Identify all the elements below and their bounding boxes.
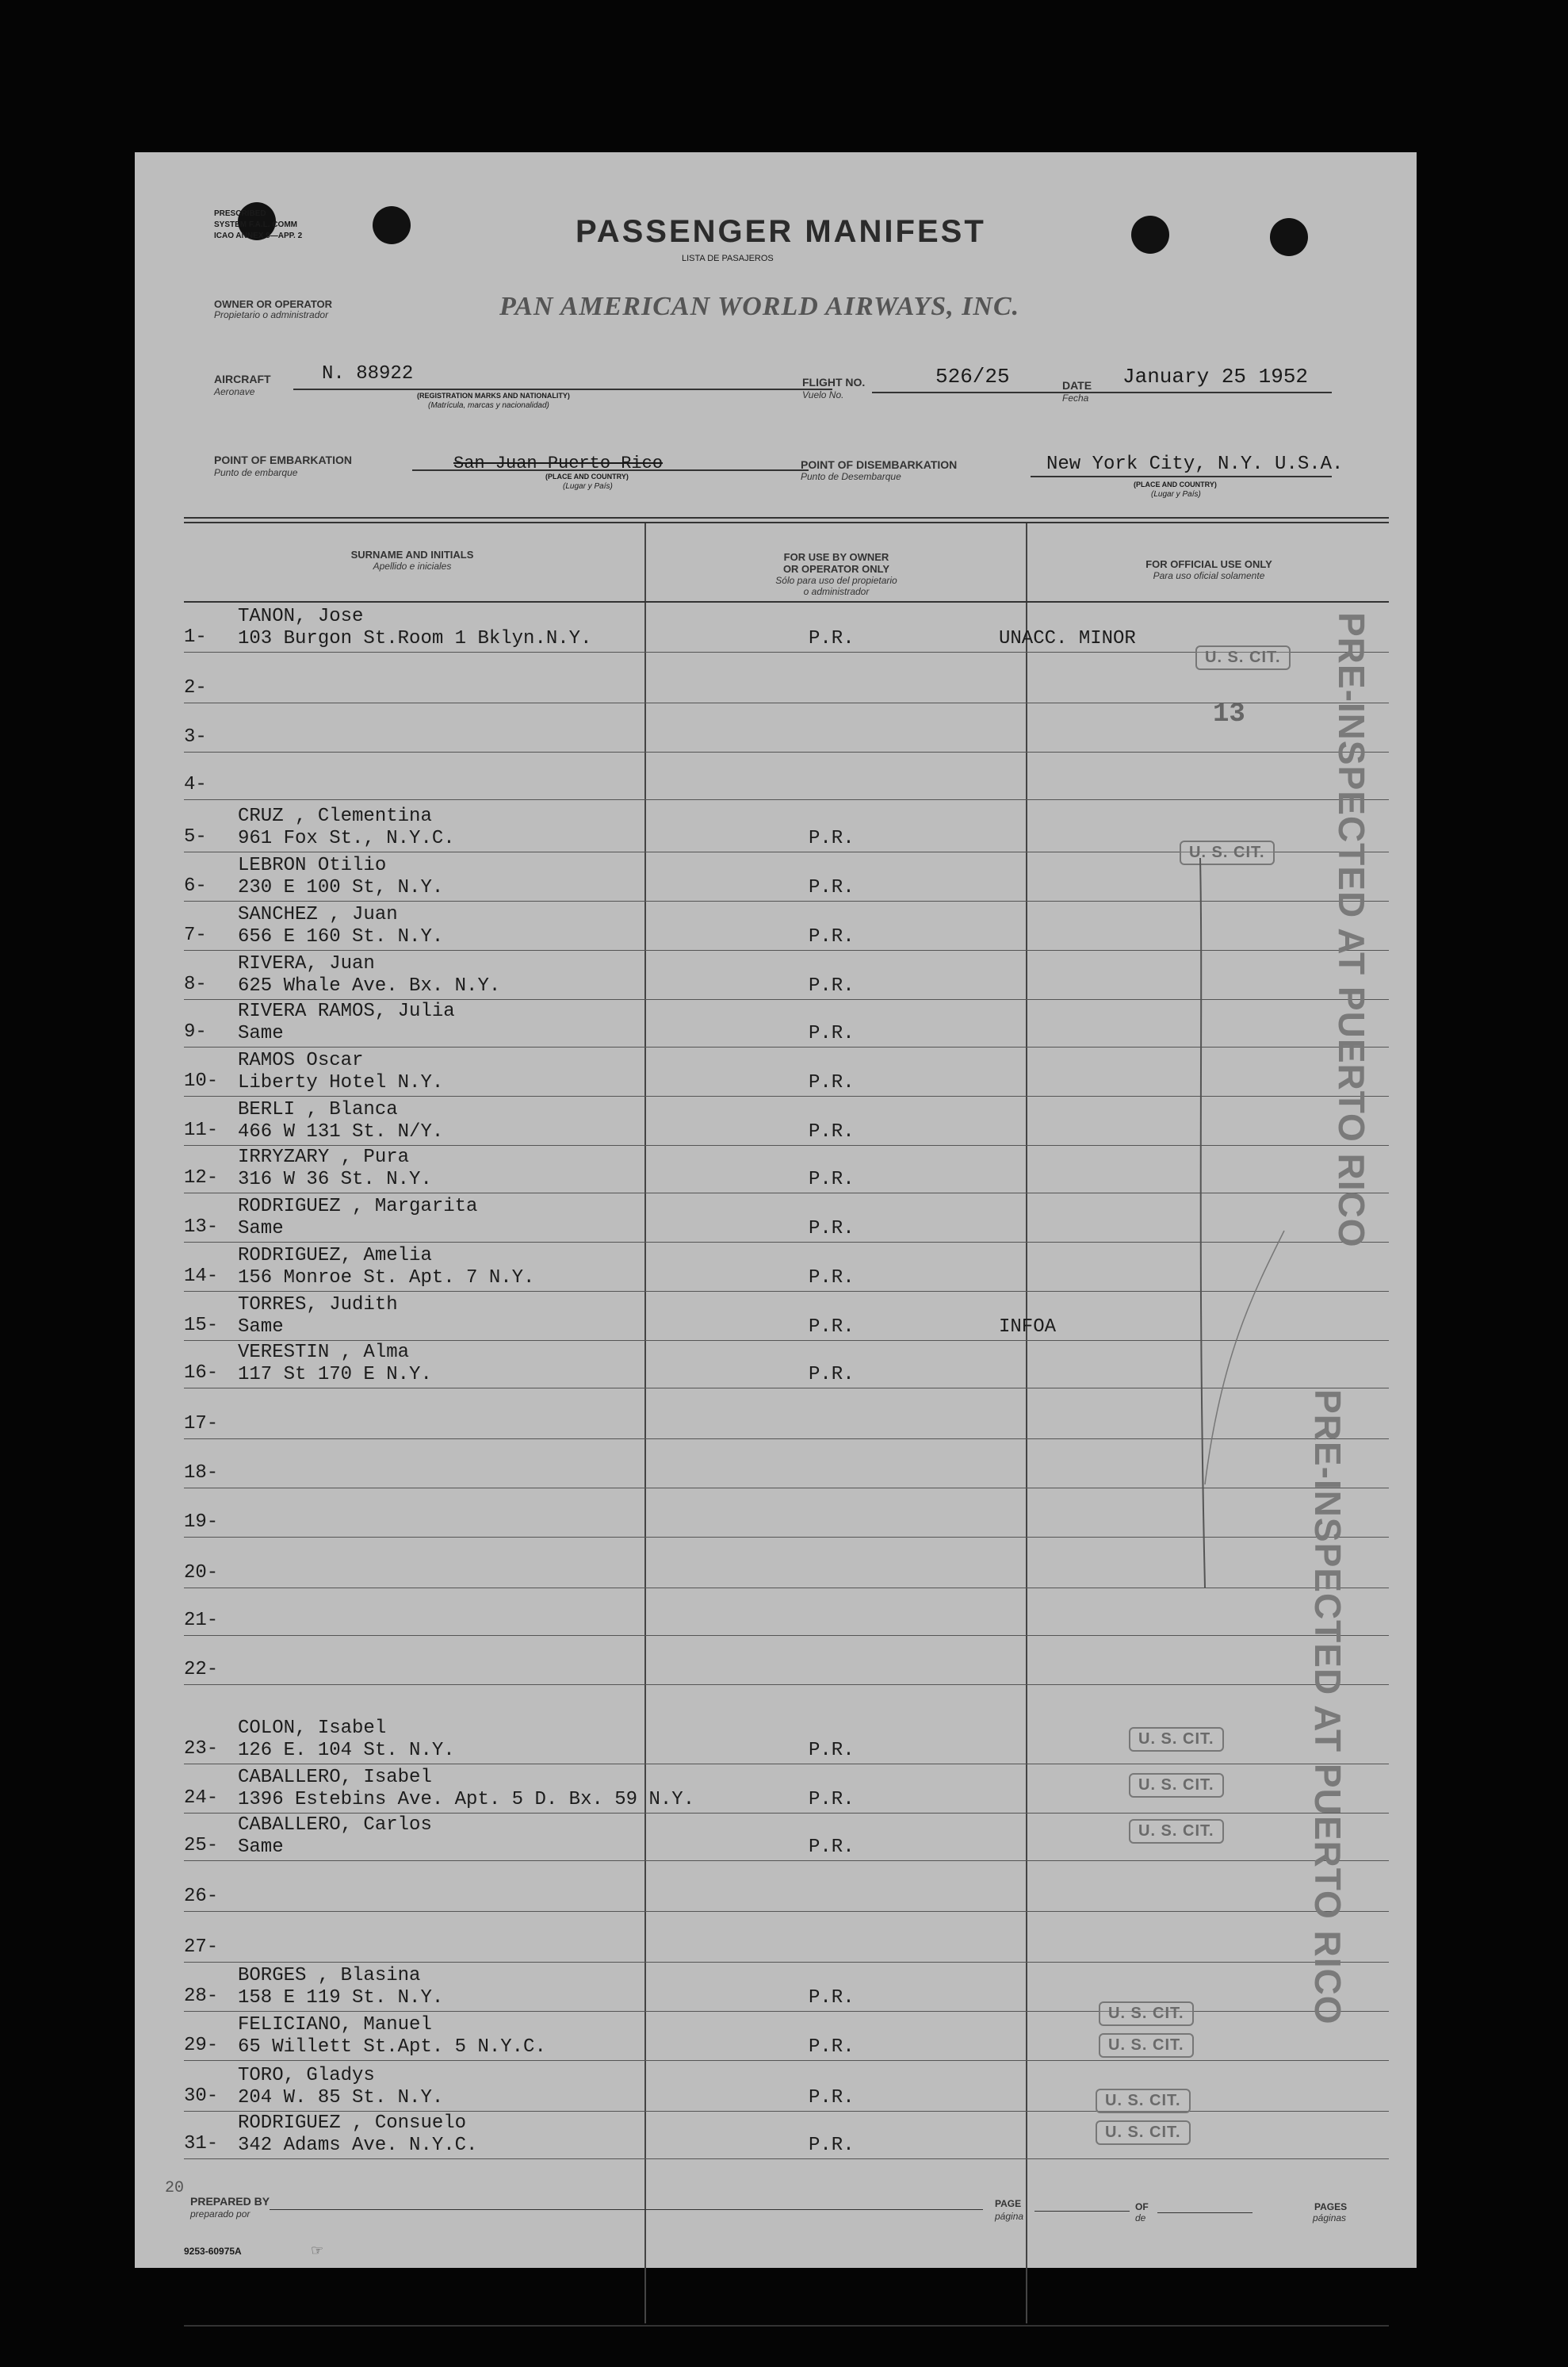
owner-use-code: P.R. xyxy=(809,1218,855,1239)
passenger-name: COLON, Isabel xyxy=(238,1718,387,1739)
column-header-owner xyxy=(650,539,1023,609)
manifest-form xyxy=(135,152,1417,2268)
aircraft-label: AIRCRAFT xyxy=(214,373,271,385)
punch-hole-icon xyxy=(1131,216,1169,254)
table-row xyxy=(135,1863,1417,1913)
column-header-owner-en: FOR USE BY OWNER OR OPERATOR ONLY xyxy=(782,551,890,575)
passenger-name: SANCHEZ , Juan xyxy=(238,904,398,925)
row-rule xyxy=(184,1962,1389,1963)
owner-use-code: P.R. xyxy=(809,2087,855,2108)
us-cit-stamp: U. S. CIT. xyxy=(1180,841,1275,865)
table-row xyxy=(135,1914,1417,1963)
column-header-official xyxy=(1031,558,1387,581)
page-underline xyxy=(1034,2211,1130,2212)
margin-mark: 20 xyxy=(165,2179,185,2197)
form-number: 9253-60975A xyxy=(184,2246,242,2257)
official-note: INFOA xyxy=(999,1316,1057,1338)
us-cit-stamp: U. S. CIT. xyxy=(1096,2089,1191,2113)
column-header-name xyxy=(190,549,634,572)
owner-label: OWNER OR OPERATOR xyxy=(214,298,333,310)
pencil-mark-icon xyxy=(1165,850,1292,1603)
date-value: January 25 1952 xyxy=(1122,365,1309,389)
owner-use-code: P.R. xyxy=(809,1169,855,1190)
row-number: 20- xyxy=(184,1562,219,1584)
passenger-address: Same xyxy=(238,1316,284,1338)
passenger-name: RAMOS Oscar xyxy=(238,1050,364,1071)
handwritten-count: 13 xyxy=(1213,699,1245,730)
passenger-address: 126 E. 104 St. N.Y. xyxy=(238,1740,455,1761)
passenger-name: BORGES , Blasina xyxy=(238,1965,421,1986)
aircraft-label-es: Aeronave xyxy=(214,386,255,397)
passenger-name: CABALLERO, Isabel xyxy=(238,1767,432,1788)
table-row xyxy=(135,1716,1417,1765)
passenger-address: 230 E 100 St, N.Y. xyxy=(238,877,444,898)
table-row xyxy=(135,1813,1417,1862)
passenger-address: Same xyxy=(238,1023,284,1044)
passenger-address: Same xyxy=(238,1218,284,1239)
table-row xyxy=(135,1637,1417,1686)
row-number: 12- xyxy=(184,1167,219,1189)
passenger-name: CABALLERO, Carlos xyxy=(238,1814,432,1836)
owner-label-es: Propietario o administrador xyxy=(214,309,329,320)
pre-inspected-stamp: PRE-INSPECTED AT PUERTO RICO xyxy=(1307,1389,1348,2025)
row-number: 23- xyxy=(184,1738,219,1760)
embarkation-value: San Juan Puerto Rico xyxy=(453,454,664,473)
passenger-name: FELICIANO, Manuel xyxy=(238,2014,432,2036)
prepared-underline xyxy=(270,2209,983,2210)
row-number: 6- xyxy=(184,875,207,897)
table-row xyxy=(135,2013,1417,2062)
disembarkation-label: POINT OF DISEMBARKATION xyxy=(801,458,958,471)
passenger-name: TORRES, Judith xyxy=(238,1294,398,1316)
passenger-address: 204 W. 85 St. N.Y. xyxy=(238,2087,444,2108)
owner-use-code: P.R. xyxy=(809,1789,855,1810)
passenger-address: 342 Adams Ave. N.Y.C. xyxy=(238,2135,478,2156)
embarkation-label-es: Punto de embarque xyxy=(214,467,298,478)
column-header-name-es: Apellido e iniciales xyxy=(373,561,452,572)
owner-use-code: P.R. xyxy=(809,1740,855,1761)
row-rule xyxy=(184,2011,1389,2012)
table-row xyxy=(135,2063,1417,2112)
row-number: 17- xyxy=(184,1413,219,1434)
us-cit-stamp: U. S. CIT. xyxy=(1129,1773,1224,1798)
owner-use-code: P.R. xyxy=(809,1072,855,1093)
row-number: 7- xyxy=(184,925,207,946)
owner-use-code: P.R. xyxy=(809,628,855,649)
passenger-address: 316 W 36 St. N.Y. xyxy=(238,1169,432,1190)
passenger-address: 1396 Estebins Ave. Apt. 5 D. Bx. 59 N.Y. xyxy=(238,1789,695,1810)
passenger-name: CRUZ , Clementina xyxy=(238,806,432,827)
owner-use-code: P.R. xyxy=(809,2036,855,2058)
embarkation-place-note-es: (Lugar y País) xyxy=(563,482,613,491)
page-label: PAGE xyxy=(995,2198,1022,2209)
passenger-name: TORO, Gladys xyxy=(238,2065,375,2086)
passenger-name: LEBRON Otilio xyxy=(238,855,387,876)
disembarkation-label-es: Punto de Desembarque xyxy=(801,471,901,482)
row-number: 13- xyxy=(184,1216,219,1238)
aircraft-value: N. 88922 xyxy=(322,363,414,385)
passenger-name: BERLI , Blanca xyxy=(238,1099,398,1120)
page-title: PASSENGER MANIFEST xyxy=(576,214,986,249)
prescribed-line-2: SYSTEM F.A.L. COMM xyxy=(214,220,297,229)
date-label: DATE xyxy=(1062,379,1092,392)
disembarkation-underline xyxy=(1031,476,1332,477)
table-row xyxy=(135,1963,1417,2013)
table-row xyxy=(135,1765,1417,1814)
row-number: 3- xyxy=(184,726,207,748)
owner-use-code: P.R. xyxy=(809,1316,855,1338)
disembarkation-place-note-es: (Lugar y País) xyxy=(1151,490,1201,499)
embarkation-place-note: (PLACE AND COUNTRY) xyxy=(545,473,629,481)
row-number: 11- xyxy=(184,1120,219,1141)
aircraft-note-es: (Matrícula, marcas y nacionalidad) xyxy=(428,401,549,410)
us-cit-stamp: U. S. CIT. xyxy=(1129,1819,1224,1844)
row-number: 14- xyxy=(184,1266,219,1287)
owner-use-code: P.R. xyxy=(809,926,855,948)
of-underline xyxy=(1157,2212,1252,2213)
passenger-address: Liberty Hotel N.Y. xyxy=(238,1072,444,1093)
row-number: 1- xyxy=(184,626,207,648)
us-cit-stamp: U. S. CIT. xyxy=(1096,2120,1191,2145)
of-label-es: de xyxy=(1135,2212,1146,2223)
row-number: 21- xyxy=(184,1610,219,1631)
row-rule xyxy=(184,2158,1389,2159)
passenger-address: 156 Monroe St. Apt. 7 N.Y. xyxy=(238,1267,535,1289)
prescribed-line-1: PRESCRIBED xyxy=(214,209,266,218)
row-number: 10- xyxy=(184,1071,219,1092)
row-number: 30- xyxy=(184,2085,219,2107)
passenger-name: RODRIGUEZ , Consuelo xyxy=(238,2112,467,2134)
row-rule xyxy=(184,2060,1389,2061)
passenger-address: 656 E 160 St. N.Y. xyxy=(238,926,444,948)
column-header-official-en: FOR OFFICIAL USE ONLY xyxy=(1145,558,1272,570)
column-header-official-es: Para uso oficial solamente xyxy=(1153,570,1265,581)
row-number: 5- xyxy=(184,826,207,848)
date-label-es: Fecha xyxy=(1062,393,1089,404)
disembarkation-place-note: (PLACE AND COUNTRY) xyxy=(1134,481,1217,488)
row-number: 19- xyxy=(184,1511,219,1533)
row-number: 25- xyxy=(184,1835,219,1856)
embarkation-label: POINT OF EMBARKATION xyxy=(214,454,352,466)
prepared-label-es: preparado por xyxy=(190,2208,250,2220)
us-cit-stamp: U. S. CIT. xyxy=(1129,1727,1224,1752)
punch-hole-icon xyxy=(1270,218,1308,256)
aircraft-underline xyxy=(293,389,832,390)
row-rule xyxy=(184,1911,1389,1912)
owner-use-code: P.R. xyxy=(809,1267,855,1289)
owner-use-code: P.R. xyxy=(809,828,855,849)
passenger-address: 65 Willett St.Apt. 5 N.Y.C. xyxy=(238,2036,546,2058)
official-note: UNACC. MINOR xyxy=(999,628,1136,649)
row-number: 31- xyxy=(184,2133,219,2154)
row-number: 26- xyxy=(184,1886,219,1907)
passenger-address: 625 Whale Ave. Bx. N.Y. xyxy=(238,975,501,997)
passenger-address: 961 Fox St., N.Y.C. xyxy=(238,828,455,849)
us-cit-stamp: U. S. CIT. xyxy=(1195,645,1291,670)
row-number: 27- xyxy=(184,1936,219,1958)
row-rule xyxy=(184,1635,1389,1636)
flight-label: FLIGHT NO. xyxy=(802,376,866,389)
punch-hole-icon xyxy=(373,206,411,244)
pages-label-es: páginas xyxy=(1313,2212,1347,2223)
passenger-address: 117 St 170 E N.Y. xyxy=(238,1364,432,1385)
row-number: 29- xyxy=(184,2035,219,2056)
passenger-address: 466 W 131 St. N/Y. xyxy=(238,1121,444,1143)
us-cit-stamp: U. S. CIT. xyxy=(1099,2033,1194,2058)
passenger-name: RIVERA, Juan xyxy=(238,953,375,975)
row-number: 18- xyxy=(184,1462,219,1484)
row-number: 4- xyxy=(184,774,207,795)
flight-underline xyxy=(872,392,1332,393)
passenger-name: RODRIGUEZ , Margarita xyxy=(238,1196,478,1217)
row-rule xyxy=(184,1860,1389,1861)
column-header-name-en: SURNAME AND INITIALS xyxy=(350,549,474,561)
flight-value: 526/25 xyxy=(935,365,1010,389)
passenger-address: Same xyxy=(238,1837,284,1858)
page-label-es: página xyxy=(995,2211,1024,2222)
passenger-address: 158 E 119 St. N.Y. xyxy=(238,1987,444,2009)
owner-value: PAN AMERICAN WORLD AIRWAYS, INC. xyxy=(499,292,1020,321)
footer-rule xyxy=(184,2325,1389,2327)
row-number: 22- xyxy=(184,1659,219,1680)
column-header-owner-es: Sólo para uso del propietario o administrador xyxy=(775,575,897,597)
row-number: 9- xyxy=(184,1021,207,1043)
passenger-name: RIVERA RAMOS, Julia xyxy=(238,1001,455,1022)
row-number: 28- xyxy=(184,1986,219,2007)
owner-use-code: P.R. xyxy=(809,1121,855,1143)
row-rule xyxy=(184,799,1389,800)
aircraft-note: (REGISTRATION MARKS AND NATIONALITY) xyxy=(417,392,570,400)
table-row xyxy=(135,2111,1417,2160)
passenger-name: VERESTIN , Alma xyxy=(238,1342,410,1363)
disembarkation-value: New York City, N.Y. U.S.A. xyxy=(1046,454,1344,475)
owner-use-code: P.R. xyxy=(809,1987,855,2009)
page-subtitle: LISTA DE PASAJEROS xyxy=(682,254,774,263)
pre-inspected-stamp: PRE-INSPECTED AT PUERTO RICO xyxy=(1331,612,1372,1248)
owner-use-code: P.R. xyxy=(809,877,855,898)
flight-label-es: Vuelo No. xyxy=(802,389,844,400)
owner-use-code: P.R. xyxy=(809,2135,855,2156)
table-row xyxy=(135,752,1417,801)
us-cit-stamp: U. S. CIT. xyxy=(1099,2001,1194,2026)
printer-mark-icon: ☞ xyxy=(311,2243,324,2258)
row-number: 16- xyxy=(184,1362,219,1384)
prepared-label: PREPARED BY xyxy=(190,2195,270,2208)
of-label: OF xyxy=(1135,2201,1149,2212)
row-number: 24- xyxy=(184,1787,219,1809)
row-number: 2- xyxy=(184,677,207,699)
owner-use-code: P.R. xyxy=(809,1837,855,1858)
passenger-name: IRRYZARY , Pura xyxy=(238,1147,410,1168)
owner-use-code: P.R. xyxy=(809,1023,855,1044)
row-rule xyxy=(184,1684,1389,1685)
owner-use-code: P.R. xyxy=(809,1364,855,1385)
table-top-rule xyxy=(184,517,1389,519)
prescribed-line-3: ICAO ANNEX 9—APP. 2 xyxy=(214,232,303,240)
table-top-rule-2 xyxy=(184,522,1389,523)
owner-use-code: P.R. xyxy=(809,975,855,997)
row-number: 8- xyxy=(184,974,207,995)
passenger-name: RODRIGUEZ, Amelia xyxy=(238,1245,432,1266)
passenger-name: TANON, Jose xyxy=(238,606,364,627)
pages-label: PAGES xyxy=(1314,2201,1348,2212)
passenger-address: 103 Burgon St.Room 1 Bklyn.N.Y. xyxy=(238,628,592,649)
row-number: 15- xyxy=(184,1315,219,1336)
